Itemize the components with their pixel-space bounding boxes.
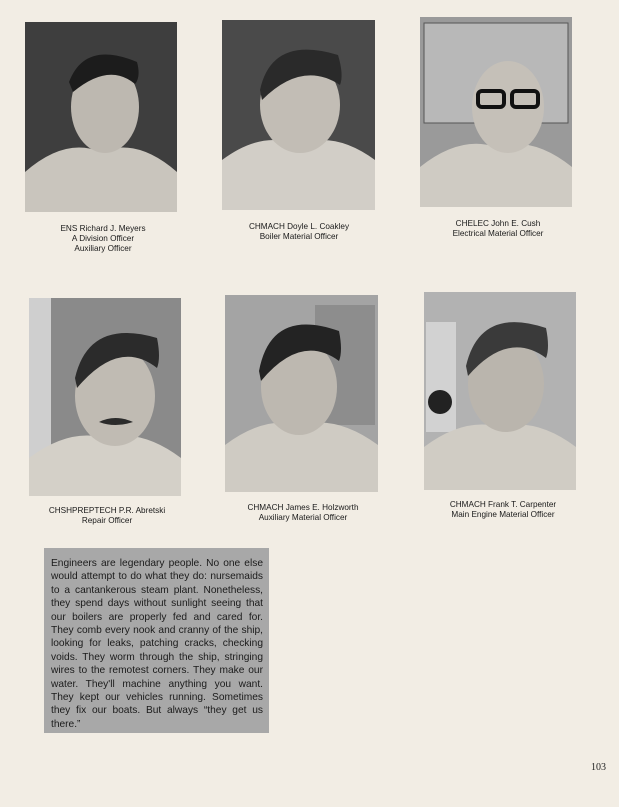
officer-name: CHELEC John E. Cush: [455, 219, 541, 228]
officer-name: CHSHPREPTECH P.R. Abretski: [48, 506, 166, 515]
portrait-photo-meyers: [25, 22, 177, 212]
officer-caption: [214, 222, 384, 242]
engineers-paragraph: Engineers are legendary people. No one else would attempt to do what they do: nursemaids to a cantankerous steam plant. Nonetheless, they spend days without sunlight seeing that our boilers are properly fed and cared for. They comb every nook and cranny of the ship, looking for leaks, patching cracks, checking voids. They worm through the ship, stringing wires to the remotest corners. They make our water. They'll machine anything you want. They kept our vehicles running. Sometimes they fix our boats. But always “they get us there.”: [51, 558, 263, 730]
officer-name: ENS Richard J. Meyers: [60, 224, 146, 233]
officer-title: Boiler Material Officer: [259, 232, 339, 241]
portrait-photo-holzworth: [225, 295, 378, 492]
officer-caption: [413, 219, 583, 239]
officer-title: Main Engine Material Officer: [451, 510, 555, 519]
portrait-photo-carpenter: [424, 292, 576, 490]
officer-extra: Auxiliary Officer: [74, 244, 132, 253]
officer-caption: [218, 503, 388, 523]
officer-title: Electrical Material Officer: [452, 229, 544, 238]
officer-title: A Division Officer: [71, 234, 135, 243]
page-number: 103: [591, 762, 606, 773]
portrait-photo-cush: [420, 17, 572, 207]
officer-title: Auxiliary Material Officer: [258, 513, 348, 522]
officer-caption: [22, 506, 192, 526]
officer-caption: [18, 224, 188, 254]
officer-name: CHMACH Doyle L. Coakley: [248, 222, 350, 231]
portrait-photo-abretski: [29, 298, 181, 496]
officer-caption: [418, 500, 588, 520]
officer-name: CHMACH James E. Holzworth: [247, 503, 359, 512]
portrait-photo-coakley: [222, 20, 375, 210]
officer-title: Repair Officer: [81, 516, 133, 525]
officer-name: CHMACH Frank T. Carpenter: [449, 500, 557, 509]
engineers-text-box: [44, 548, 269, 733]
